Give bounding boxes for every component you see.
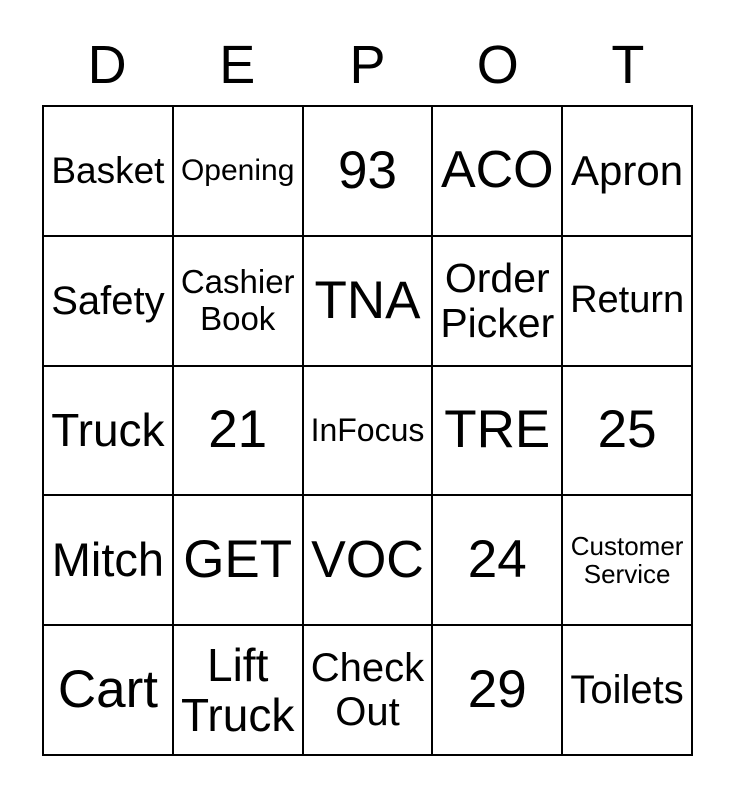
bingo-cell-r3c5[interactable] (562, 366, 692, 496)
bingo-cell-label: Check Out (310, 646, 425, 735)
bingo-cell-label: 24 (467, 530, 527, 590)
bingo-cell-label: 93 (338, 140, 397, 200)
bingo-cell-label: Truck (51, 404, 165, 457)
bingo-cell-label: Toilets (570, 668, 684, 713)
bingo-cell-label: Cashier Book (180, 263, 295, 337)
bingo-cell-label: Order Picker (440, 254, 555, 346)
bingo-cell-r5c3[interactable] (303, 625, 433, 755)
bingo-cell-r2c5[interactable] (562, 236, 692, 366)
bingo-grid (42, 105, 693, 756)
bingo-cell-r2c4[interactable] (432, 236, 562, 366)
bingo-cell-r4c1[interactable] (43, 495, 173, 625)
bingo-cell-label: GET (183, 530, 293, 590)
title-letter-p: P (349, 35, 386, 95)
bingo-cell-label: Customer Service (570, 530, 684, 590)
bingo-cell-label: Lift Truck (181, 638, 295, 742)
bingo-cell-label: Safety (51, 278, 165, 323)
title-letter-e: E (219, 35, 256, 95)
title-letter-t: T (611, 35, 645, 95)
bingo-cell-r5c4[interactable] (432, 625, 562, 755)
bingo-cell-r1c1[interactable] (43, 106, 173, 236)
bingo-cell-label: TRE (444, 400, 551, 460)
bingo-cell-r2c2[interactable] (173, 236, 303, 366)
bingo-cell-label: 29 (467, 659, 527, 719)
bingo-cell-label: Mitch (51, 533, 165, 587)
bingo-cell-r5c5[interactable] (562, 625, 692, 755)
bingo-cell-r2c3[interactable] (303, 236, 433, 366)
bingo-cell-label: 25 (597, 400, 657, 460)
bingo-cell-r4c3[interactable] (303, 495, 433, 625)
bingo-cell-label: ACO (440, 141, 554, 200)
bingo-cell-r4c5[interactable] (562, 495, 692, 625)
bingo-cell-r5c2[interactable] (173, 625, 303, 755)
bingo-cell-r3c1[interactable] (43, 366, 173, 496)
bingo-cell-r1c2[interactable] (173, 106, 303, 236)
bingo-cell-r5c1[interactable] (43, 625, 173, 755)
bingo-cell-r4c2[interactable] (173, 495, 303, 625)
card-title (42, 0, 693, 105)
bingo-cell-label: VOC (311, 530, 424, 589)
bingo-cell-r3c3[interactable] (303, 366, 433, 496)
bingo-cell-r1c4[interactable] (432, 106, 562, 236)
bingo-cell-label: Basket (51, 149, 165, 191)
bingo-cell-label: Cart (57, 659, 158, 719)
title-letter-d: D (87, 35, 127, 95)
bingo-cell-r2c1[interactable] (43, 236, 173, 366)
bingo-card (42, 0, 693, 756)
bingo-cell-label: Opening (180, 154, 295, 188)
bingo-cell-label: TNA (314, 270, 421, 330)
bingo-cell-label: InFocus (310, 411, 425, 448)
bingo-cell-r4c4[interactable] (432, 495, 562, 625)
bingo-cell-label: Return (570, 278, 685, 321)
bingo-cell-r1c5[interactable] (562, 106, 692, 236)
bingo-cell-label: Apron (571, 146, 684, 194)
title-letter-o: O (476, 35, 519, 95)
bingo-cell-label: 21 (208, 400, 268, 460)
bingo-cell-r1c3[interactable] (303, 106, 433, 236)
bingo-cell-r3c4[interactable] (432, 366, 562, 496)
bingo-cell-r3c2[interactable] (173, 366, 303, 496)
